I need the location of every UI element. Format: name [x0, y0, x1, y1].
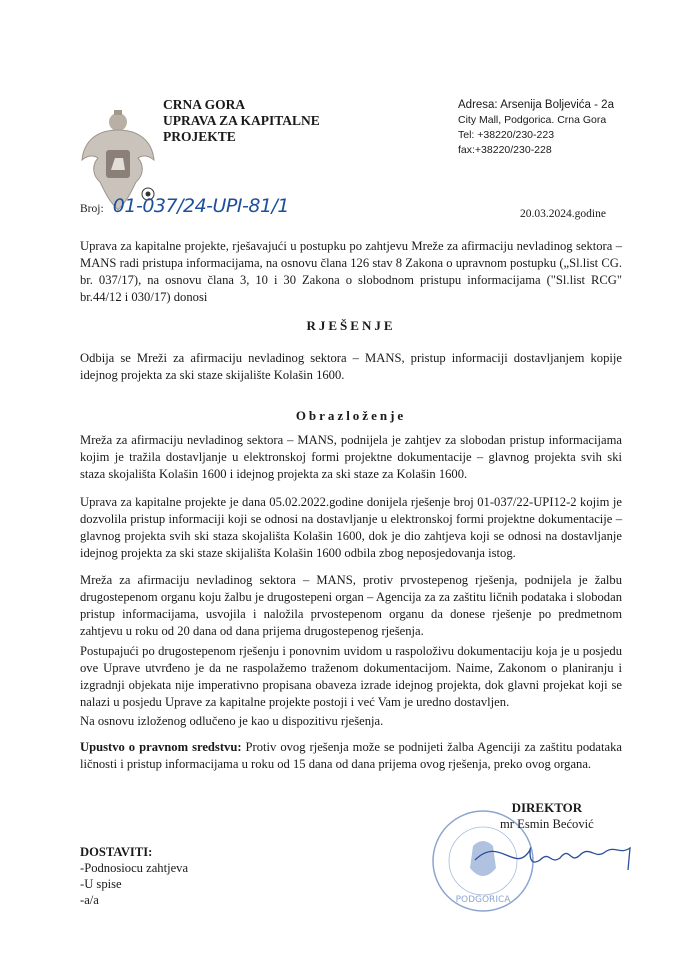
reasoning-paragraph: Uprava za kapitalne projekte je dana 05.02.2022.godine donijela rješenje broj 01-037/22-UPI12-2 kojim je dozvolila pristup informaciji koji se odnosi na dostavljanje u elektronskoj formi projektne dokumentacije – glavnog projekta svih ski staza skojališta Kolašin 1600, dok je dio zahtjeva koji se odnosi na dostavljanje idejnog projekta za ski staze skijališta Kolašin 1600 odbila zbog neposjedovanja istog. — [80, 495, 622, 560]
reference-label: Broj: — [80, 203, 104, 215]
address-line: Adresa: Arsenija Boljevića - 2a — [458, 99, 614, 111]
signatory-name: mr Esmin Bećović — [500, 817, 594, 831]
header-line: PROJEKTE — [163, 129, 236, 144]
delivery-list — [80, 844, 188, 908]
reasoning-title: Obrazloženje — [295, 408, 407, 423]
handwritten-reference: 01-037/24-UPI-81/1 — [112, 195, 290, 217]
handwritten-signature — [470, 830, 640, 880]
svg-text:PODGORICA: PODGORICA — [455, 895, 511, 905]
signature-block — [500, 800, 594, 832]
institution-name — [163, 97, 320, 145]
delivery-item: -U spise — [80, 877, 122, 891]
decision-paragraph: Odbija se Mreži za afirmaciju nevladinog sektora – MANS, pristup informaciji dostavljanjem kopije idejnog projekta za ski staze skijalište Kolašin 1600. — [80, 351, 622, 382]
reasoning-paragraph: Na osnovu izloženog odlučeno je kao u dispozitivu rješenja. — [80, 714, 384, 728]
signatory-title: DIREKTOR — [511, 800, 583, 815]
reasoning-paragraph: Postupajući po drugostepenom rješenju i ponovnim uvidom u raspoloživu dokumentaciju koja je u posjedu ove Uprave utvrđeno je da ne raspolažemo traženom dokumentacijom. Naime, Zakonom o planiranju i izgradnji objekata nije imperativno propisana obaveza izrade idejnog projekta, dok glavni projekat koji se nalazi u posjedu Uprave za kapitalne projekte postoji i već Vam je uredno dostavljen. — [80, 644, 622, 709]
legal-remedy — [80, 739, 622, 773]
header-line: UPRAVA ZA KAPITALNE — [163, 113, 320, 128]
legal-remedy-text: Protiv ovog rješenja može se podnijeti žalba Agenciji za zaštitu podataka ličnosti i pristup informacijama u roku od 15 dana od dana prijema ovog rješenja, preko ovog organa. — [80, 740, 622, 771]
phone: Tel: +38220/230-223 — [458, 129, 555, 141]
fax: fax:+38220/230-228 — [458, 144, 552, 156]
delivery-item: -Podnosiocu zahtjeva — [80, 861, 189, 875]
document-date: 20.03.2024.godine — [520, 208, 606, 220]
reasoning-paragraph: Mreža za afirmaciju nevladinog sektora – MANS, protiv prvostepenog rješenja, podnijela je žalbu drugostepenom organu koju žalbu je drugostepeni organ – Agencija za za zaštitu ličnih podataka i slobodan pristup informacijama, usvojila i naložila prvostepenom organu da donese rješenje po predmetnom zahtjevu u roku od 20 dana od dana prijema drugostepenog rješenja. — [80, 573, 622, 638]
legal-remedy-label: Upustvo o pravnom sredstvu: — [80, 740, 242, 754]
address-line: City Mall, Podgorica. Crna Gora — [458, 114, 607, 126]
reasoning-paragraph: Mreža za afirmaciju nevladinog sektora – MANS, podnijela je zahtjev za slobodan pristup informacijama kojim je tražila dostavljanje u elektronskoj formi projektne dokumentacije – glavnog projekta svih ski staza skojališta Kolašin 1600 i idejnog projekta za ski staze za Kolašin 1600. — [80, 433, 622, 481]
reference-number — [80, 195, 289, 217]
decision-title: RJEŠENJE — [306, 318, 396, 333]
delivery-item: -a/a — [80, 893, 99, 907]
header-line: CRNA GORA — [163, 97, 246, 112]
contact-address — [458, 98, 614, 158]
intro-paragraph: Uprava za kapitalne projekte, rješavajući u postupku po zahtjevu Mreže za afirmaciju nevladinog sektora – MANS radi pristupa informacijama, na osnovu člana 126 stav 8 Zakona o upravnom postupku („Sl.list CG. br. 037/17), na osnovu člana 3, 10 i 30 Zakona o slobodnom pristupu informacijama ("Sl.list RCG" br.44/12 i 030/17) donosi — [80, 239, 622, 304]
delivery-title: DOSTAVITI: — [80, 845, 153, 859]
